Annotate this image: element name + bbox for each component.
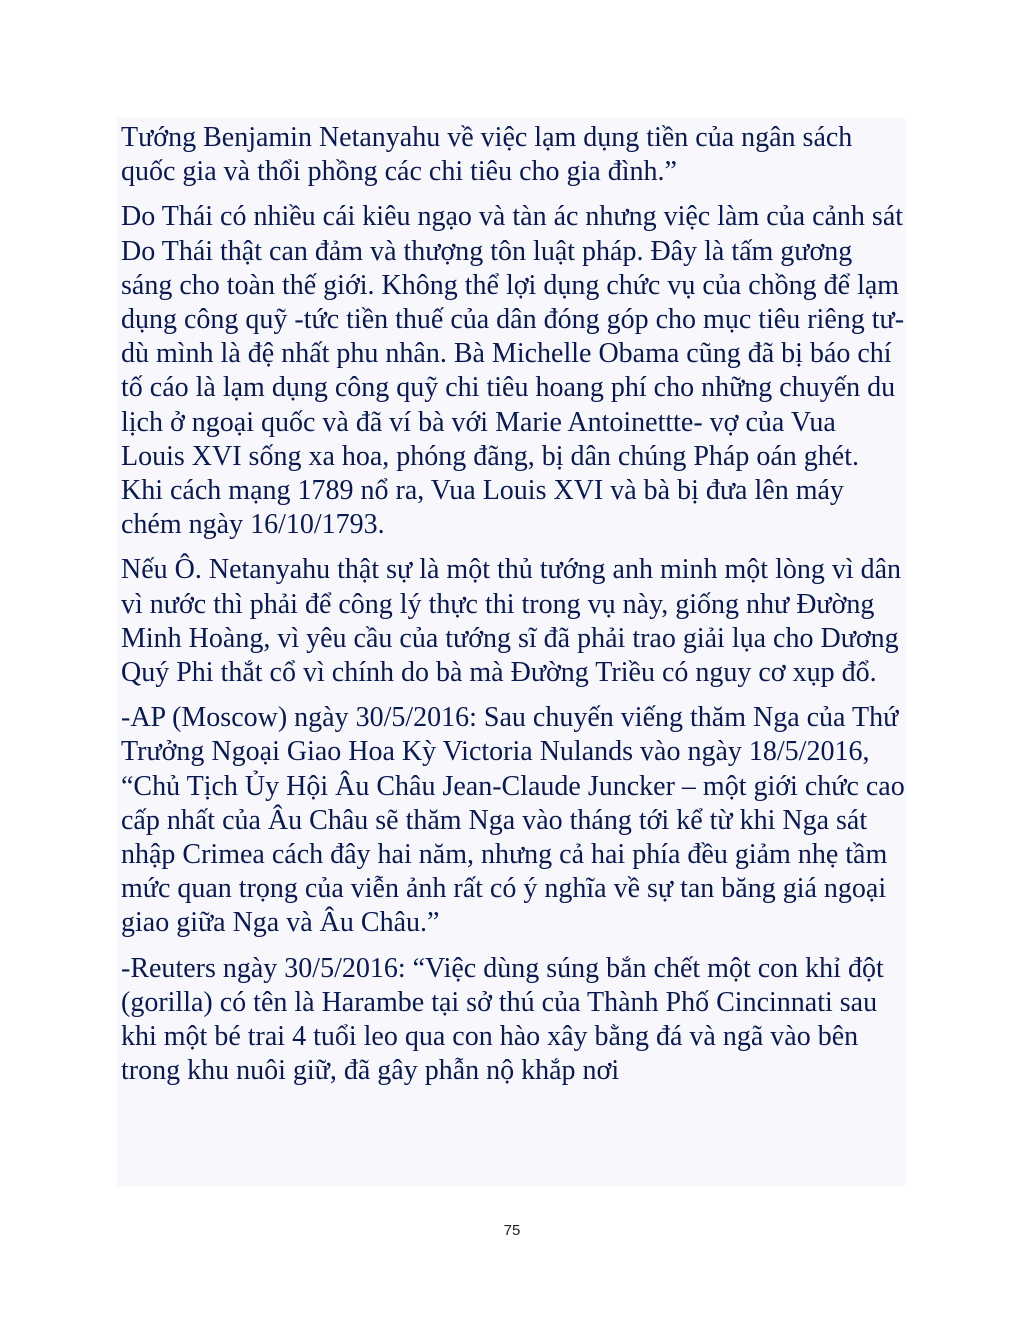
paragraph-1: Tướng Benjamin Netanyahu về việc lạm dụng tiền của ngân sách quốc gia và thổi phồng các chi tiêu cho gia đình.”: [121, 122, 853, 188]
paragraph-2: Do Thái có nhiều cái kiêu ngạo và tàn ác nhưng việc làm của cảnh sát Do Thái thật can đảm và thượng tôn luật pháp. Đây là tấm gương sáng cho toàn thế giới. Không thể lợi dụng chức vụ của chồng để lạm dụng công quỹ -tức tiền thuế của dân đóng góp cho mục tiêu riêng tư- dù mình là đệ nhất phu nhân. Bà Michelle Obama cũng đã bị báo chí tố cáo là lạm dụng công quỹ chi tiêu hoang phí cho những chuyến du lịch ở ngoại quốc và đã ví bà với Marie Antoinettte- vợ của Vua Louis XVI sống xa hoa, phóng đãng, bị dân chúng Pháp oán ghét. Khi cách mạng 1789 nổ ra, Vua Louis XVI và bà bị đưa lên máy chém ngày 16/10/1793.: [121, 201, 905, 541]
main-text-block: [117, 118, 906, 1186]
paragraph-5: -Reuters ngày 30/5/2016: “Việc dùng súng bắn chết một con khỉ đột (gorilla) có tên là Harambe tại sở thú của Thành Phố Cincinnati sau khi một bé trai 4 tuổi leo qua con hào xây bằng đá và ngã vào bên trong khu nuôi giữ, đã gây phẫn nộ khắp nơi: [121, 952, 884, 1087]
page-number: 75: [503, 1222, 521, 1239]
paragraph-3: Nếu Ô. Netanyahu thật sự là một thủ tướng anh minh một lòng vì dân vì nước thì phải để công lý thực thi trong vụ này, giống như Đường Minh Hoàng, vì yêu cầu của tướng sĩ đã phải trao giải lụa cho Dương Quý Phi thắt cổ vì chính do bà mà Đường Triều có nguy cơ xụp đổ.: [121, 554, 902, 689]
paragraph-4: -AP (Moscow) ngày 30/5/2016: Sau chuyến viếng thăm Nga của Thứ Trưởng Ngoại Giao Hoa Kỳ Victoria Nulands vào ngày 18/5/2016, “Chủ Tịch Ủy Hội Âu Châu Jean-Claude Juncker – một giới chức cao cấp nhất của Âu Châu sẽ thăm Nga vào tháng tới kể từ khi Nga sát nhập Crimea cách đây hai năm, nhưng cả hai phía đều giảm nhẹ tầm mức quan trọng của viễn ảnh rất có ý nghĩa về sự tan băng giá ngoại giao giữa Nga và Âu Châu.”: [121, 702, 905, 939]
